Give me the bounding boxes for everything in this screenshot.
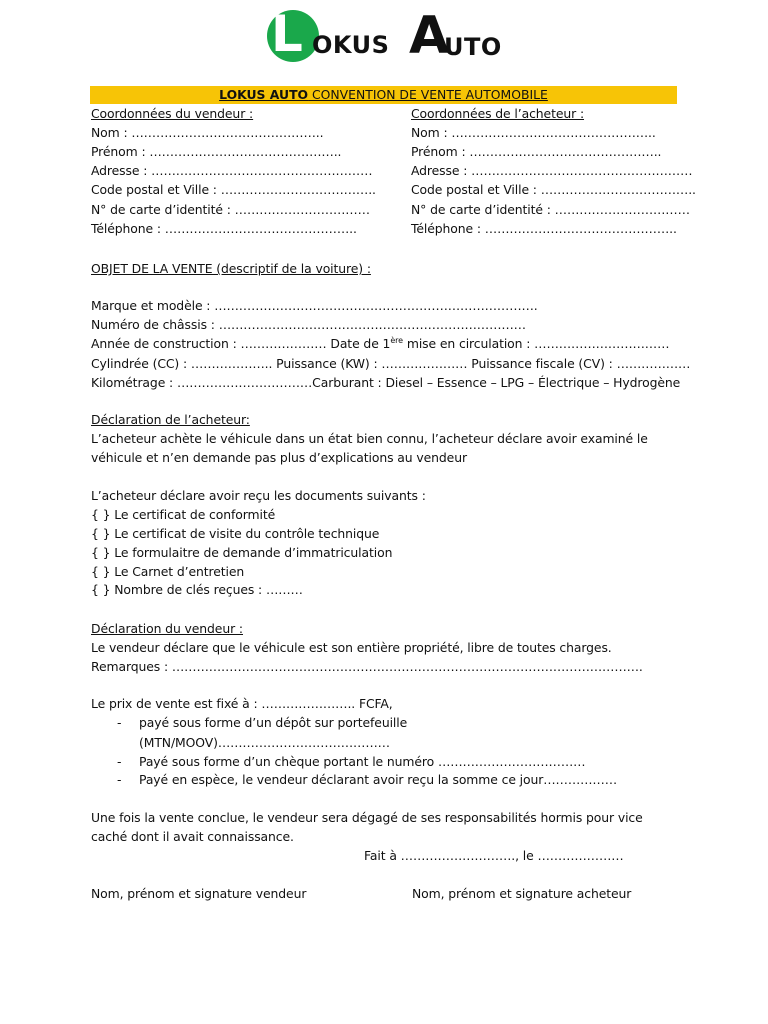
- signature-buyer: Nom, prénom et signature acheteur: [412, 886, 632, 901]
- buyer-adresse: Adresse : ………………………………………………: [411, 163, 693, 178]
- payment-option-3: Payé en espèce, le vendeur déclarant avoir reçu la somme ce jour………………: [139, 772, 617, 787]
- document-checkbox-item: { } Le formulaitre de demande d’immatriculation: [91, 545, 393, 560]
- fait-a-line: Fait à ………………………., le …………………: [364, 848, 624, 863]
- remarques: Remarques : …………………………………………………………………………………………………….: [91, 659, 643, 674]
- seller-telephone: Téléphone : ………………………………………..: [91, 221, 357, 236]
- seller-id-card: N° de carte d’identité : ……………………………: [91, 202, 370, 217]
- seller-heading: Coordonnées du vendeur :: [91, 106, 254, 121]
- annee-superscript: ère: [390, 335, 404, 345]
- seller-nom: Nom : ………………………………………..: [91, 125, 324, 140]
- closing-line2: caché dont il avait connaissance.: [91, 829, 294, 844]
- buyer-declaration-heading: Déclaration de l’acheteur:: [91, 412, 250, 427]
- title-text: CONVENTION DE VENTE AUTOMOBILE: [308, 87, 548, 102]
- buyer-heading: Coordonnées de l’acheteur :: [411, 106, 585, 121]
- logo-letter-a: A: [409, 6, 450, 66]
- buyer-id-card: N° de carte d’identité : ……………………………: [411, 202, 690, 217]
- payment-option-1-cont: (MTN/MOOV)……………………………………: [139, 735, 390, 750]
- seller-declaration-line1: Le vendeur déclare que le véhicule est son entière propriété, libre de toutes charges.: [91, 640, 612, 655]
- buyer-code-postal: Code postal et Ville : ………………………………..: [411, 182, 696, 197]
- buyer-declaration-line2: véhicule et n’en demande pas plus d’explications au vendeur: [91, 450, 467, 465]
- object-annee: [91, 335, 669, 352]
- annee-text: Année de construction : ………………… Date de 1: [91, 336, 391, 351]
- document-checkbox-item: { } Le certificat de conformité: [91, 507, 276, 522]
- object-chassis: Numéro de châssis : …………………………………………………………………: [91, 317, 526, 332]
- logo-okus: OKUS: [312, 31, 390, 59]
- buyer-prenom: Prénom : ………………………………………..: [411, 144, 662, 159]
- object-cylindree: Cylindrée (CC) : ……………….. Puissance (KW) : ………………… Puissance fiscale (CV) : ………………: [91, 356, 691, 371]
- documents-intro: L’acheteur déclare avoir reçu les documents suivants :: [91, 488, 426, 503]
- seller-prenom: Prénom : ………………………………………..: [91, 144, 342, 159]
- dash-bullet: -: [117, 715, 122, 730]
- payment-option-2: Payé sous forme d’un chèque portant le numéro ………………………………: [139, 754, 586, 769]
- seller-adresse: Adresse : ………………………………………………: [91, 163, 373, 178]
- price-line: Le prix de vente est fixé à : ………………….. FCFA,: [91, 696, 393, 711]
- dash-bullet: -: [117, 772, 122, 787]
- title-banner: [90, 86, 677, 104]
- document-title: [90, 86, 677, 104]
- buyer-declaration-line1: L’acheteur achète le véhicule dans un état bien connu, l’acheteur déclare avoir examiné le: [91, 431, 648, 446]
- object-kilometrage: Kilométrage : ……………………………Carburant : Diesel – Essence – LPG – Électrique – Hydrogène: [91, 375, 681, 390]
- seller-code-postal: Code postal et Ville : ………………………………..: [91, 182, 376, 197]
- buyer-nom: Nom : …………………………………………..: [411, 125, 656, 140]
- seller-declaration-heading: Déclaration du vendeur :: [91, 621, 243, 636]
- logo-uto: UTO: [444, 33, 502, 61]
- circulation-text: mise en circulation : ……………………………: [403, 336, 670, 351]
- document-checkbox-item: { } Nombre de clés reçues : ………: [91, 582, 303, 597]
- buyer-telephone: Téléphone : ………………………………………..: [411, 221, 677, 236]
- payment-option-1: payé sous forme d’un dépôt sur portefeuille: [139, 715, 408, 730]
- object-heading: OBJET DE LA VENTE (descriptif de la voiture) :: [91, 261, 371, 276]
- logo-letter-l: L: [271, 5, 303, 63]
- object-marque: Marque et modèle : …………………………………………………………………….: [91, 298, 538, 313]
- brand-name: LOKUS AUTO: [219, 87, 309, 102]
- closing-line1: Une fois la vente conclue, le vendeur sera dégagé de ses responsabilités hormis pour vice: [91, 810, 643, 825]
- signature-seller: Nom, prénom et signature vendeur: [91, 886, 307, 901]
- document-checkbox-item: { } Le Carnet d’entretien: [91, 564, 245, 579]
- document-checkbox-item: { } Le certificat de visite du contrôle technique: [91, 526, 380, 541]
- dash-bullet: -: [117, 754, 122, 769]
